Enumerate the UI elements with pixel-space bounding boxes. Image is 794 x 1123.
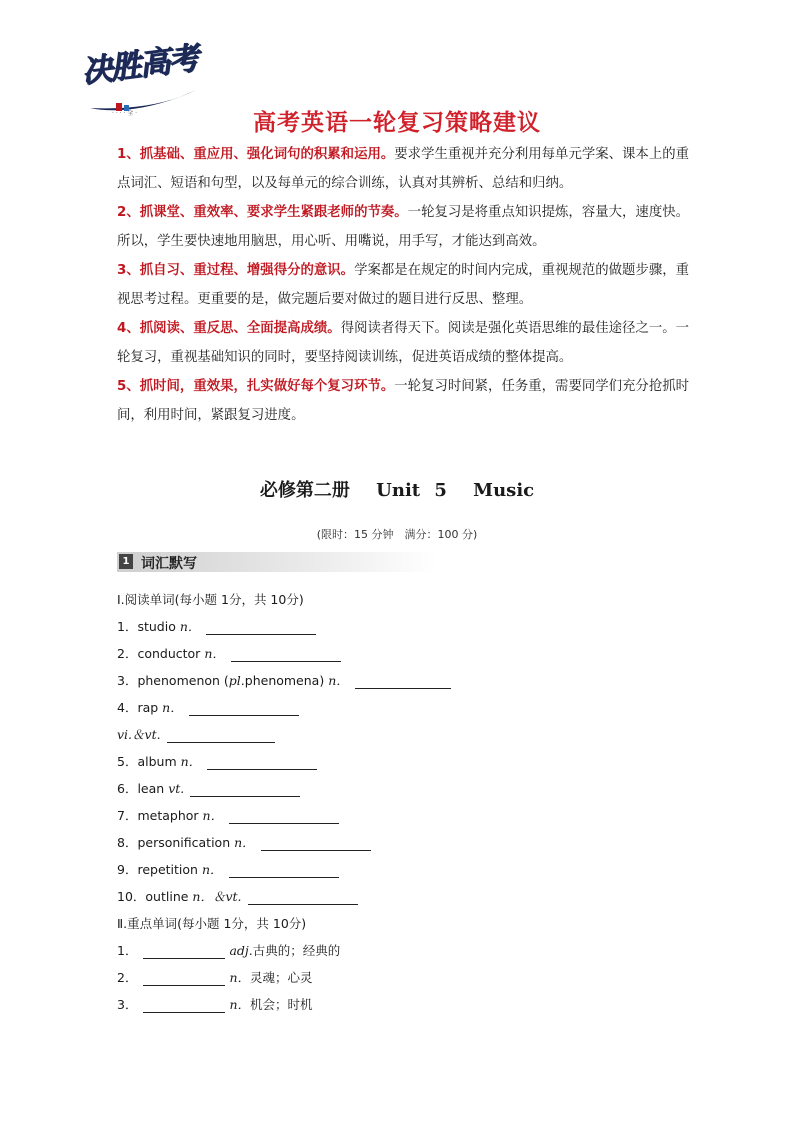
answer-blank[interactable]	[261, 836, 371, 851]
section-label: 词汇默写	[141, 556, 197, 572]
answer-blank[interactable]	[229, 863, 339, 878]
tip-5-text: 一轮复习时间紧，任务重，需要同学们充分抢抓时间，利用时间，紧跟复习进度。	[117, 379, 690, 423]
answer-blank[interactable]	[207, 755, 317, 770]
answer-blank[interactable]	[189, 701, 299, 716]
tip-3-text: 学案都是在规定的时间内完成，重视规范的做题步骤，重视思考过程。更重要的是，做完题后要对做过的题目进行反思、整理。	[117, 263, 690, 307]
part2-header: Ⅱ.重点单词(每小题 1分，共 10分)	[117, 916, 307, 931]
answer-blank[interactable]	[190, 782, 300, 797]
list-item: 8．personification n．	[117, 829, 689, 856]
answer-blank[interactable]	[231, 647, 341, 662]
list-item: 7．metaphor n．	[117, 802, 689, 829]
exercise-list	[117, 586, 689, 1018]
page-title: 高考英语一轮复习策略建议	[253, 110, 541, 136]
list-item: 3． n．机会；时机	[117, 997, 313, 1012]
answer-blank[interactable]	[143, 971, 225, 986]
time-limit: (限时：15 分钟 满分：100 分)	[316, 528, 478, 541]
unit-title	[0, 476, 794, 502]
list-item: 4．rap n．	[117, 694, 689, 721]
list-item: 5．album n．	[117, 748, 689, 775]
section-number: 1	[119, 554, 133, 569]
tip-4-highlight: 抓阅读、重反思、全面提高成绩。	[139, 321, 341, 336]
answer-blank[interactable]	[167, 728, 275, 743]
part1-header: Ⅰ.阅读单词(每小题 1分，共 10分)	[117, 592, 304, 607]
answer-blank[interactable]	[143, 944, 225, 959]
list-item: 6．lean vt.	[117, 775, 689, 802]
tip-2	[117, 198, 689, 256]
tip-3-num: 3、	[117, 263, 140, 278]
tip-4-text: 得阅读者得天下。阅读是强化英语思维的最佳途径之一。一轮复习，重视基础知识的同时，要坚持阅读训练，促进英语成绩的整体提高。	[117, 321, 689, 365]
strategy-tips	[117, 140, 689, 430]
list-item: 1． adj.古典的；经典的	[117, 943, 341, 958]
tip-2-text: 一轮复习是将重点知识提炼，容量大，速度快。所以，学生要快速地用脑思，用心听、用嘴说，用手写，才能达到高效。	[117, 205, 690, 249]
unit-number: Unit 5	[376, 480, 447, 501]
list-item: 1．studio n．	[117, 613, 689, 640]
tip-5-num: 5、	[117, 379, 140, 394]
tip-1-text: 要求学生重视并充分利用每单元学案、课本上的重点词汇、短语和句型，以及每单元的综合训练，认真对其辨析、总结和归纳。	[117, 147, 690, 191]
tip-1-highlight: 抓基础、重应用、强化词句的积累和运用。	[139, 147, 395, 162]
list-item: 10．outline n．＆vt.	[117, 883, 689, 910]
tip-4-num: 4、	[117, 321, 140, 336]
tip-3	[117, 256, 689, 314]
list-item: 2．conductor n．	[117, 640, 689, 667]
list-item: 2． n．灵魂；心灵	[117, 970, 313, 985]
logo-tagline: · · · · 全 ·	[112, 110, 138, 117]
answer-blank[interactable]	[206, 620, 316, 635]
unit-book: 必修第二册	[259, 480, 350, 501]
tip-2-highlight: 抓课堂、重效率、要求学生紧跟老师的节奏。	[139, 205, 408, 220]
unit-name: Music	[473, 480, 535, 501]
answer-blank[interactable]	[248, 890, 358, 905]
tip-5	[117, 372, 689, 430]
answer-blank[interactable]	[355, 674, 451, 689]
tip-2-num: 2、	[117, 205, 140, 220]
logo-text: 决胜高考	[79, 40, 199, 91]
tip-1	[117, 140, 689, 198]
tip-1-num: 1、	[117, 147, 140, 162]
section-header	[117, 552, 437, 572]
list-item: vi.＆vt.	[117, 721, 689, 748]
answer-blank[interactable]	[143, 998, 225, 1013]
tip-4	[117, 314, 689, 372]
tip-5-highlight: 抓时间，重效果，扎实做好每个复习环节。	[139, 379, 395, 394]
list-item: 9．repetition n．	[117, 856, 689, 883]
list-item: 3．phenomenon (pl.phenomena) n．	[117, 667, 689, 694]
answer-blank[interactable]	[229, 809, 339, 824]
tip-3-highlight: 抓自习、重过程、增强得分的意识。	[139, 263, 355, 278]
